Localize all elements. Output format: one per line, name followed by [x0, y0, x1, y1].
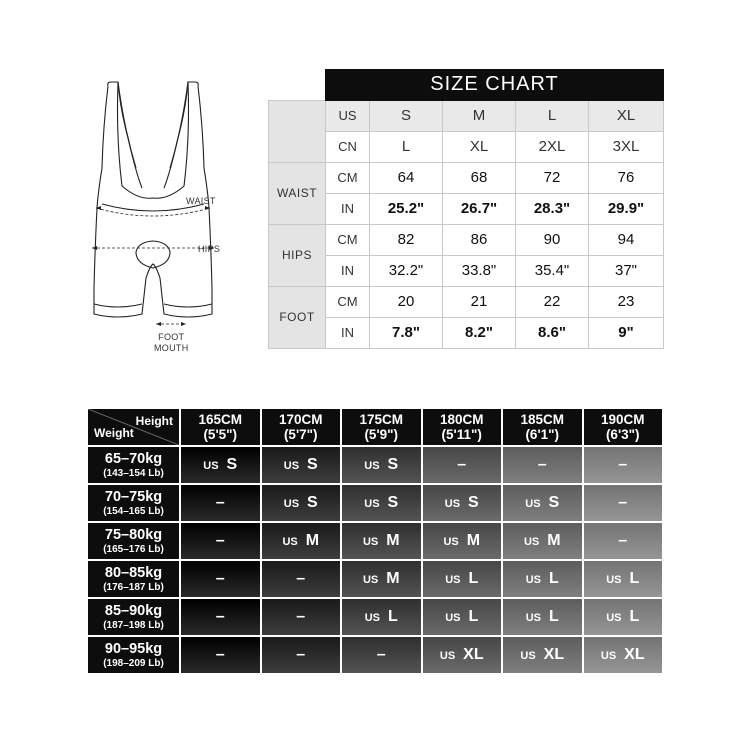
us-prefix: US	[364, 498, 380, 510]
size-recommendation	[342, 561, 421, 597]
waist-cm: 76	[589, 162, 664, 193]
height-weight-table	[86, 407, 664, 675]
size-recommendation	[584, 561, 663, 597]
size-recommendation	[181, 523, 260, 559]
size-recommendation	[181, 637, 260, 673]
size-value: M	[547, 532, 561, 549]
no-size-dash: –	[215, 570, 225, 587]
us-prefix: US	[445, 574, 461, 586]
height-weight-body	[88, 409, 662, 673]
weight-row	[88, 523, 662, 559]
size-value: S	[468, 494, 479, 511]
size-value: S	[307, 494, 318, 511]
height-label: Height	[135, 414, 173, 428]
foot-mouth-label	[154, 332, 189, 354]
in-label: IN	[326, 255, 370, 286]
cm-label: CM	[326, 224, 370, 255]
height-cm: 170CM	[278, 412, 323, 427]
size-recommendation	[262, 637, 341, 673]
us-prefix: US	[520, 650, 536, 662]
hips-label: HIPS	[198, 244, 221, 254]
no-size-dash: –	[215, 494, 225, 511]
foot-mouth-label-line1: FOOT	[158, 332, 185, 342]
us-prefix: US	[283, 460, 300, 472]
size-value: M	[386, 570, 400, 587]
size-value: S	[226, 456, 238, 473]
size-recommendation	[503, 447, 582, 483]
height-header	[342, 409, 421, 445]
weight-kg: 70–75kg	[104, 488, 163, 505]
size-recommendation	[342, 599, 421, 635]
weight-kg: 90–95kg	[104, 640, 163, 657]
us-prefix: US	[439, 650, 456, 662]
weight-label: Weight	[94, 426, 134, 440]
weight-row	[88, 447, 662, 483]
size-recommendation	[181, 447, 260, 483]
cn-size: 3XL	[589, 131, 664, 162]
size-value: S	[387, 494, 399, 511]
waist-cm: 68	[443, 162, 516, 193]
size-group-empty	[269, 100, 326, 162]
height-cm: 185CM	[520, 412, 565, 427]
no-size-dash: –	[618, 532, 628, 549]
size-recommendation	[423, 637, 502, 673]
weight-kg: 85–90kg	[104, 602, 163, 619]
hips-in: 37"	[589, 255, 664, 286]
height-cm: 175CM	[359, 412, 404, 427]
us-prefix: US	[283, 498, 300, 510]
size-recommendation	[262, 523, 341, 559]
us-size: M	[443, 100, 516, 131]
height-ft: (5'7")	[283, 427, 318, 442]
size-value: S	[387, 456, 399, 473]
foot-in: 9"	[589, 317, 664, 348]
weight-lb: (176–187 Lb)	[103, 581, 164, 593]
weight-header	[88, 523, 179, 559]
us-prefix: US	[606, 612, 622, 624]
height-cm: 190CM	[600, 412, 645, 427]
waist-in: 28.3"	[516, 193, 589, 224]
size-recommendation	[423, 599, 502, 635]
hips-in: 32.2"	[370, 255, 443, 286]
size-value: M	[305, 532, 320, 549]
weight-header	[88, 599, 179, 635]
size-recommendation	[342, 485, 421, 521]
cm-label: CM	[326, 286, 370, 317]
us-label: US	[326, 100, 370, 131]
size-recommendation	[342, 523, 421, 559]
size-recommendation	[262, 561, 341, 597]
weight-header	[88, 485, 179, 521]
no-size-dash: –	[215, 608, 225, 625]
us-prefix: US	[600, 650, 617, 662]
size-recommendation	[584, 599, 663, 635]
size-recommendation	[423, 561, 502, 597]
hips-in: 33.8"	[443, 255, 516, 286]
size-value: L	[388, 608, 398, 625]
weight-row	[88, 485, 662, 521]
foot-in: 7.8"	[370, 317, 443, 348]
height-ft: (6'3")	[605, 427, 640, 442]
height-header	[584, 409, 663, 445]
us-prefix: US	[362, 574, 379, 586]
foot-group-label: FOOT	[269, 286, 326, 348]
size-recommendation	[503, 485, 582, 521]
foot-cm: 23	[589, 286, 664, 317]
height-ft: (6'1")	[525, 427, 560, 442]
size-recommendation	[181, 561, 260, 597]
size-value: L	[629, 570, 640, 587]
size-value: L	[549, 570, 559, 587]
us-prefix: US	[445, 612, 461, 624]
size-value: L	[468, 608, 479, 625]
height-cm: 165CM	[198, 412, 243, 427]
no-size-dash: –	[296, 608, 306, 625]
size-recommendation	[503, 599, 582, 635]
in-label: IN	[326, 193, 370, 224]
height-cm: 180CM	[439, 412, 484, 427]
size-recommendation	[262, 447, 341, 483]
weight-lb: (154–165 Lb)	[103, 505, 164, 517]
weight-kg: 65–70kg	[104, 450, 163, 467]
no-size-dash: –	[215, 532, 225, 549]
us-prefix: US	[203, 460, 219, 472]
size-value: L	[629, 608, 640, 625]
us-prefix: US	[444, 498, 461, 510]
us-prefix: US	[443, 536, 459, 548]
cn-size: 2XL	[516, 131, 589, 162]
hips-group-label: HIPS	[269, 224, 326, 286]
weight-lb: (187–198 Lb)	[103, 619, 164, 631]
size-recommendation	[584, 447, 663, 483]
no-size-dash: –	[618, 456, 628, 473]
waist-label: WAIST	[186, 196, 216, 206]
size-value: XL	[463, 646, 484, 663]
size-value: XL	[543, 646, 565, 663]
waist-in: 26.7"	[443, 193, 516, 224]
size-value: M	[466, 532, 481, 549]
size-recommendation	[423, 447, 502, 483]
hips-cm: 82	[370, 224, 443, 255]
weight-lb: (198–209 Lb)	[103, 657, 164, 669]
weight-header	[88, 561, 179, 597]
hips-cm: 86	[443, 224, 516, 255]
size-value: XL	[624, 646, 645, 663]
size-recommendation	[181, 485, 260, 521]
size-chart-title: SIZE CHART	[326, 70, 664, 101]
no-size-dash: –	[537, 456, 547, 473]
size-recommendation	[423, 523, 502, 559]
cn-label: CN	[326, 131, 370, 162]
hips-cm: 94	[589, 224, 664, 255]
no-size-dash: –	[618, 494, 628, 511]
us-prefix: US	[525, 574, 541, 586]
bib-shorts-illustration	[78, 78, 248, 368]
us-prefix: US	[364, 612, 380, 624]
weight-lb: (165–176 Lb)	[103, 543, 164, 555]
size-recommendation	[503, 637, 582, 673]
size-value: S	[548, 494, 560, 511]
weight-row	[88, 599, 662, 635]
no-size-dash: –	[457, 456, 467, 473]
weight-header	[88, 447, 179, 483]
no-size-dash: –	[376, 646, 386, 663]
foot-cm: 20	[370, 286, 443, 317]
us-prefix: US	[282, 536, 298, 548]
height-header	[262, 409, 341, 445]
waist-in: 29.9"	[589, 193, 664, 224]
no-size-dash: –	[215, 646, 225, 663]
no-size-dash: –	[296, 646, 306, 663]
waist-in: 25.2"	[370, 193, 443, 224]
cn-size: XL	[443, 131, 516, 162]
size-recommendation	[262, 599, 341, 635]
height-ft: (5'11")	[441, 427, 482, 442]
size-recommendation	[584, 485, 663, 521]
size-recommendation	[342, 637, 421, 673]
size-recommendation	[503, 561, 582, 597]
waist-group-label: WAIST	[269, 162, 326, 224]
height-header	[181, 409, 260, 445]
weight-kg: 80–85kg	[104, 564, 163, 581]
us-prefix: US	[525, 612, 541, 624]
size-recommendation	[262, 485, 341, 521]
us-prefix: US	[525, 498, 541, 510]
height-ft: (5'5")	[203, 427, 238, 442]
hips-in: 35.4"	[516, 255, 589, 286]
height-header-row	[88, 409, 662, 445]
size-recommendation	[181, 599, 260, 635]
foot-mouth-label-line2: MOUTH	[154, 343, 189, 353]
foot-in: 8.2"	[443, 317, 516, 348]
table-corner	[88, 409, 179, 445]
size-recommendation	[342, 447, 421, 483]
foot-cm: 22	[516, 286, 589, 317]
no-size-dash: –	[296, 570, 306, 587]
cm-label: CM	[326, 162, 370, 193]
cn-size: L	[370, 131, 443, 162]
height-ft: (5'9")	[364, 427, 399, 442]
weight-header	[88, 637, 179, 673]
weight-row	[88, 637, 662, 673]
waist-cm: 64	[370, 162, 443, 193]
waist-cm: 72	[516, 162, 589, 193]
us-prefix: US	[364, 460, 380, 472]
size-value: M	[386, 532, 400, 549]
us-size: L	[516, 100, 589, 131]
weight-row	[88, 561, 662, 597]
weight-kg: 75–80kg	[104, 526, 163, 543]
us-size: XL	[589, 100, 664, 131]
us-prefix: US	[606, 574, 622, 586]
foot-cm: 21	[443, 286, 516, 317]
size-value: L	[468, 570, 479, 587]
hips-cm: 90	[516, 224, 589, 255]
us-size: S	[370, 100, 443, 131]
us-prefix: US	[523, 536, 540, 548]
size-recommendation	[423, 485, 502, 521]
height-header	[503, 409, 582, 445]
height-header	[423, 409, 502, 445]
size-recommendation	[503, 523, 582, 559]
chart-corner	[269, 70, 326, 101]
size-value: L	[549, 608, 559, 625]
size-recommendation	[584, 523, 663, 559]
size-recommendation	[584, 637, 663, 673]
size-value: S	[307, 456, 318, 473]
size-chart-table	[268, 69, 664, 349]
us-prefix: US	[362, 536, 379, 548]
in-label: IN	[326, 317, 370, 348]
weight-lb: (143–154 Lb)	[103, 467, 164, 479]
foot-in: 8.6"	[516, 317, 589, 348]
bib-shorts-drawing	[78, 78, 248, 368]
